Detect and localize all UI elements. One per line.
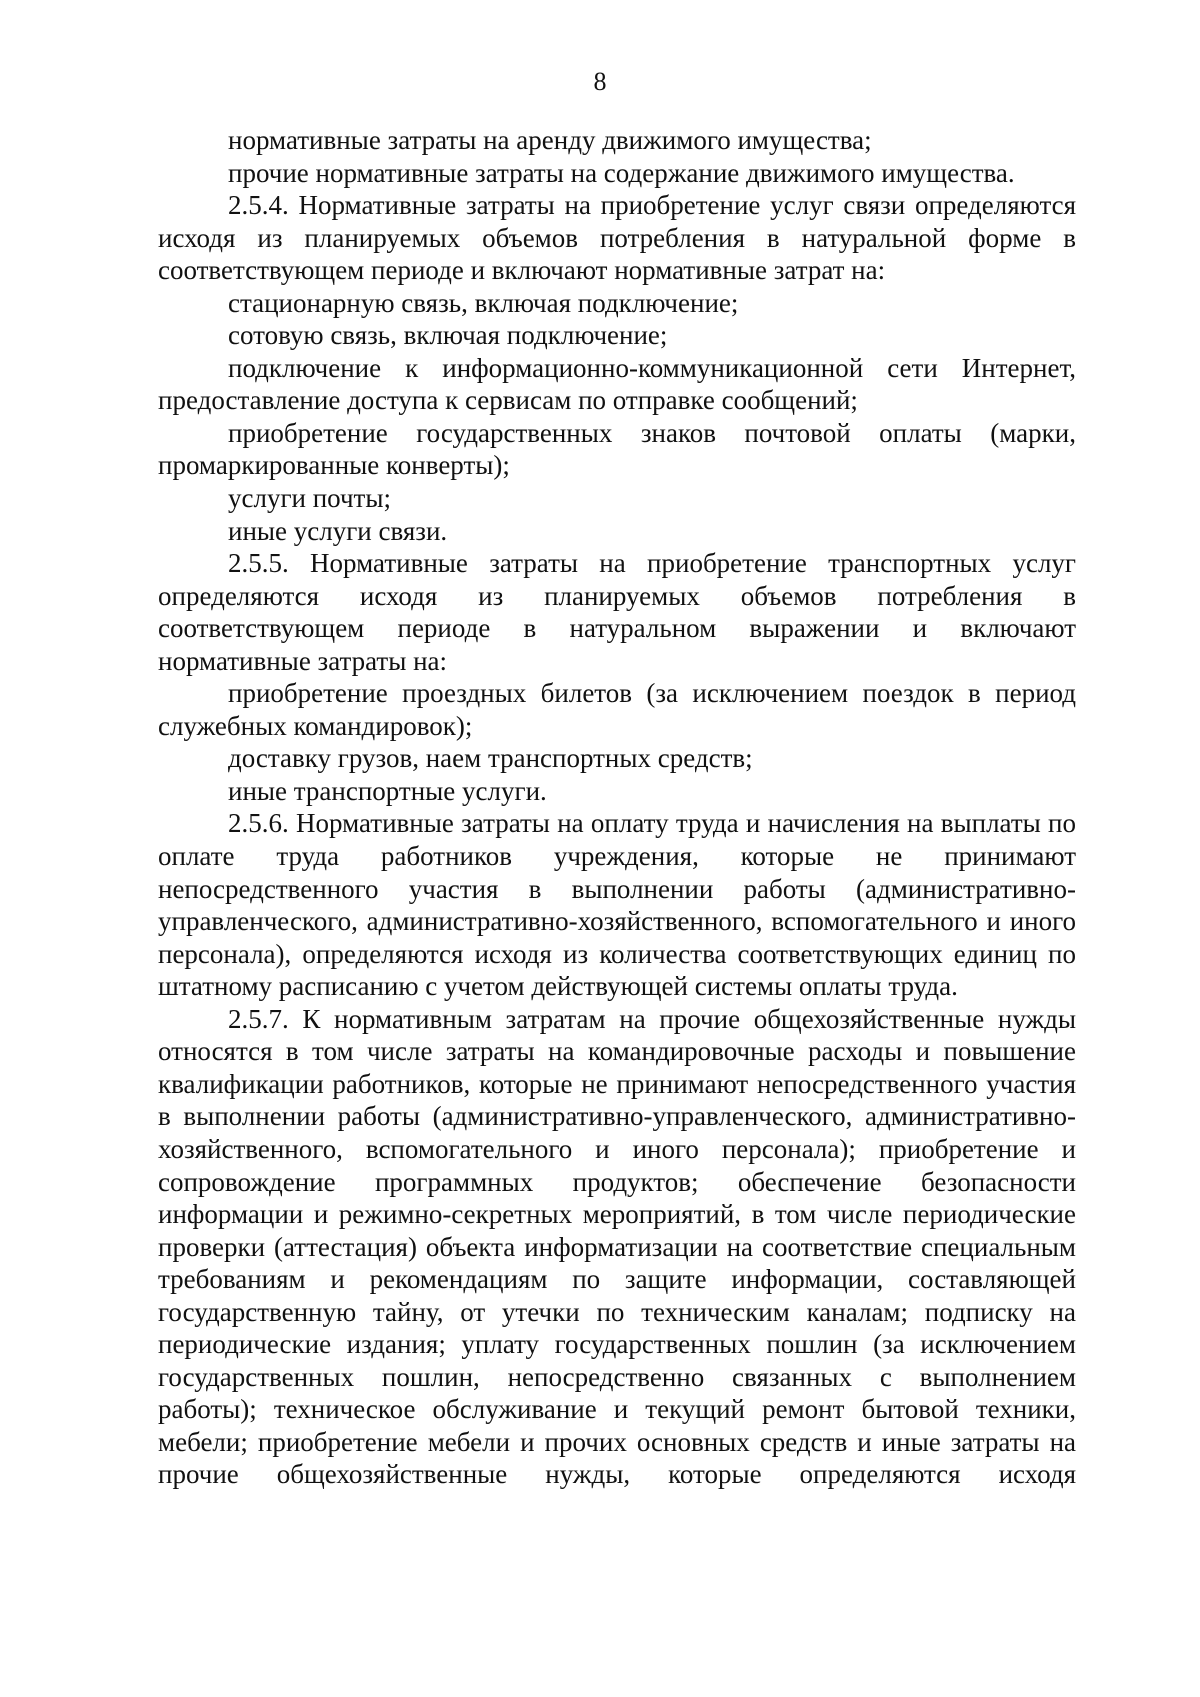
paragraph-stationary-communication: стационарную связь, включая подключение; [228,287,739,318]
paragraph-postage-stamps: приобретение государственных знаков почтовой оплаты (марки, промаркированные конверты); [158,417,1076,481]
paragraph-postal-services: услуги почты; [228,483,392,514]
paragraph-2-5-6: 2.5.6. Нормативные затраты на оплату труда и начисления на выплаты по оплате труда работников учреждения, которые не принимают непосредственного участия в выполнении работы (административно-управленческого, административно-хозяйственного, вспомогательного и иного персонала), определяются исходя из количества соответствующих единиц по штатному расписанию с учетом действующей системы оплаты труда. [158,808,1076,1002]
page-number: 8 [593,67,607,96]
paragraph-2-5-7: 2.5.7. К нормативным затратам на прочие общехозяйственные нужды относятся в том числе затраты на командировочные расходы и повышение квалификации работников, которые не принимают непосредственного участия в выполнении работы (административно-управленческого, административно-хозяйственного, вспомогательного и иного персонала); приобретение и сопровождение программных продуктов; обеспечение безопасности информации и режимно-секретных мероприятий, в том числе периодические проверки (аттестация) объекта информатизации на соответствие специальным требованиям и рекомендациям по защите информации, составляющей государственную тайну, от утечки по техническим каналам; подписку на периодические издания; уплату государственных пошлин (за исключением государственных пошлин, непосредственно связанных с выполнением работы); техническое обслуживание и текущий ремонт бытовой техники, мебели; приобретение мебели и прочих основных средств и иные затраты на прочие общехозяйственные нужды, которые определяются исходя [158,1003,1076,1490]
paragraph-other-transport: иные транспортные услуги. [228,775,547,806]
paragraph-travel-tickets: приобретение проездных билетов (за исключением поездок в период служебных командировок); [158,678,1076,741]
paragraph-movable-property-rent: нормативные затраты на аренду движимого имущества; [228,125,872,155]
document-body [158,124,1076,1491]
paragraph-movable-property-other: прочие нормативные затраты на содержание движимого имущества. [228,157,1015,188]
paragraph-cellular-communication: сотовую связь, включая подключение; [228,320,668,351]
paragraph-internet-connection: подключение к информационно-коммуникационной сети Интернет, предоставление доступа к сервисам по отправке сообщений; [158,352,1076,416]
paragraph-other-communication: иные услуги связи. [228,515,448,546]
paragraph-2-5-5: 2.5.5. Нормативные затраты на приобретение транспортных услуг определяются исходя из планируемых объемов потребления в соответствующем периоде в натуральном выражении и включают нормативные затраты на: [158,548,1076,676]
paragraph-cargo-delivery: доставку грузов, наем транспортных средств; [228,743,753,774]
paragraph-2-5-4: 2.5.4. Нормативные затраты на приобретение услуг связи определяются исходя из планируемых объемов потребления в натуральной форме в соответствующем периоде и включают нормативные затрат на: [158,190,1076,286]
